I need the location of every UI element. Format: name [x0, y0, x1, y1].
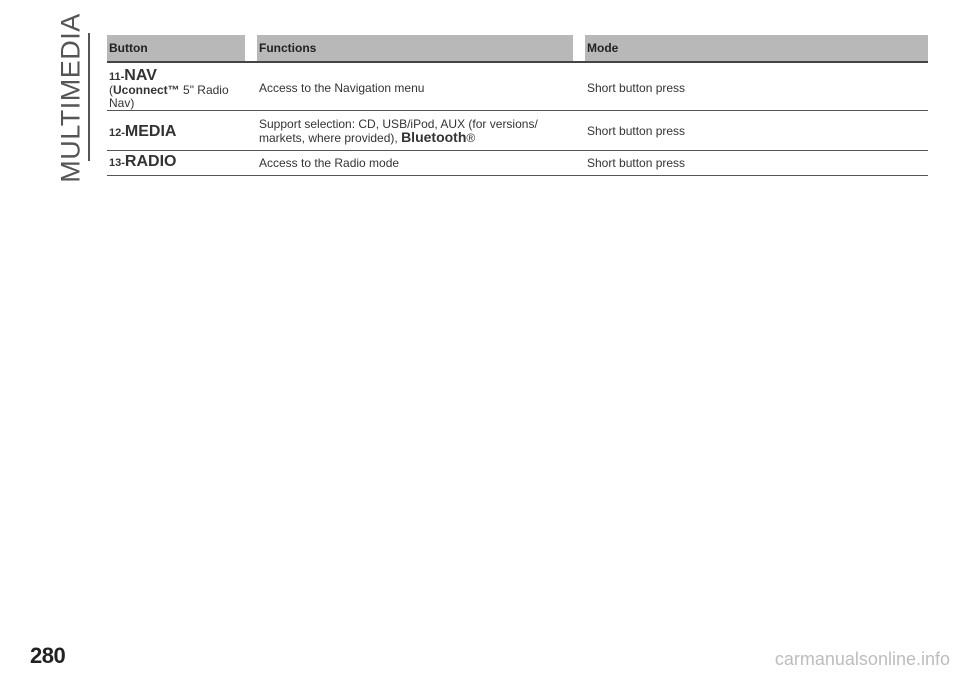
brand-name: Bluetooth [401, 129, 467, 145]
table-row [107, 63, 928, 111]
function-cell: Access to the Radio mode [259, 156, 400, 170]
button-name: NAV [124, 67, 157, 84]
function-cell: Access to the Navigation menu [259, 81, 425, 95]
page-number: 280 [30, 643, 66, 668]
mode-cell: Short button press [587, 81, 686, 95]
header-functions: Functions [257, 35, 573, 61]
function-cell: Support selection: CD, USB/iPod, AUX (for versions/ markets, where provided), Bluetooth® [259, 117, 538, 145]
table-header [107, 35, 928, 63]
button-cell [109, 68, 245, 110]
button-cell [109, 124, 245, 140]
section-title: MULTIMEDIA [55, 13, 86, 183]
button-functions-table [107, 35, 928, 176]
button-cell [109, 154, 245, 170]
button-note: (Uconnect™ 5" Radio Nav) [109, 83, 229, 110]
section-side-rule [88, 33, 90, 161]
watermark: carmanualsonline.info [774, 649, 950, 669]
header-mode: Mode [585, 35, 928, 61]
button-number: 12- [109, 127, 125, 139]
mode-cell: Short button press [587, 156, 686, 170]
button-name: MEDIA [124, 123, 177, 140]
button-name: RADIO [124, 153, 177, 170]
button-number: 11- [109, 71, 125, 83]
brand-name: Uconnect™ [113, 83, 180, 97]
table-row [107, 151, 928, 176]
section-label [55, 13, 86, 183]
button-number: 13- [109, 157, 125, 169]
table-row [107, 111, 928, 151]
header-button: Button [107, 35, 245, 61]
mode-cell: Short button press [587, 124, 686, 138]
